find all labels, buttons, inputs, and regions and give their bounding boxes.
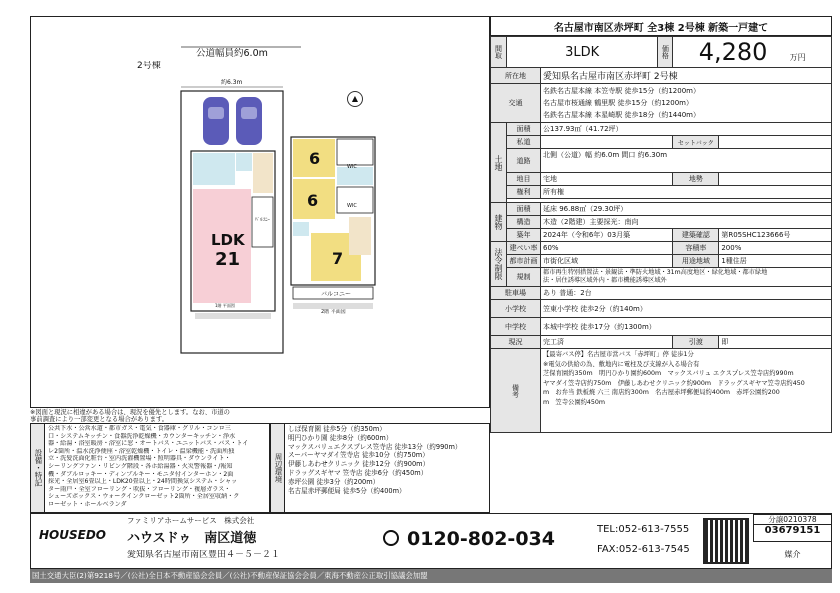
equipment-line: 機・ダブルロッキー・ディンプルキー・モニタ付インターホン・2面 (48, 470, 234, 478)
toll-free-number[interactable]: 0120-802-034 (407, 528, 555, 550)
remarks-value (541, 349, 832, 433)
seisei-label: 地勢 (673, 173, 719, 186)
access-line: 名鉄名古屋本線 本星崎駅 徒歩18分（約1440m） (543, 111, 700, 119)
location-value: 愛知県名古屋市南区赤坪町 2号棟 (541, 68, 832, 84)
handover-label: 引渡 (673, 336, 719, 349)
equipment-line: レ2箇所・温水洗浄便座・浴室乾燥機・トイレ・温梁機能・洗面所独 (48, 447, 235, 455)
equipment-line: 器・給湯・浴室暖房・浴室に窓・オートバス・ユニットバス・バス・トイ (48, 440, 249, 448)
surrounding-line: ドラッグスギヤマ 笠寺店 徒歩6分（約450m） (288, 468, 428, 477)
surroundings-text (288, 425, 488, 495)
remark-line: ※電気の供給の為、敷地内に電柱及び支線が入る場合有 (543, 360, 700, 368)
chimoku-value: 宅地 (541, 173, 673, 186)
equipment-line: シューズボックス・ウォークインクローゼット2箇所・全居室収納・ク (48, 493, 240, 501)
private-road-value (541, 136, 673, 149)
status-label: 現況 (491, 336, 541, 349)
status-value: 完工済 (541, 336, 673, 349)
price-label: 価格 (658, 37, 673, 68)
road-width-label: 公道幅員約6.0m (196, 48, 268, 59)
room-size-2: 6 (307, 191, 319, 210)
coverage-label: 建ぺい率 (507, 242, 541, 255)
notice-line: 事前調査により一部変更となる場合があります。 (30, 416, 169, 423)
notice (30, 409, 490, 423)
use-district-value: 1種住居 (719, 255, 832, 268)
equipment-box (30, 423, 270, 513)
company-footer (30, 513, 832, 569)
notice-line: ※図面と現況に相違がある場合は、現況を優先とします。なお、市道の (30, 409, 230, 416)
price-cell (673, 37, 832, 68)
volume-label: 容積率 (673, 242, 719, 255)
layout-value: 3LDK (507, 37, 658, 68)
ldk-size-label: 21 (215, 249, 241, 270)
floor-plan-drawing (31, 17, 491, 409)
volume-value: 200% (719, 242, 832, 255)
equipment-text (48, 425, 268, 509)
road-label: 道路 (507, 149, 541, 173)
parking-value: あり 普通：2台 (541, 287, 832, 300)
balcony-label: バルコニー (321, 291, 352, 298)
regulation-value (541, 268, 832, 287)
remark-line: m 笠寺公園約450m (543, 398, 606, 406)
equipment-line: 口・システムキッチン・食器洗浄乾燥機・カウンターキッチン・浄水 (48, 432, 236, 440)
confirm-label: 建築確認 (673, 229, 719, 242)
setback-label: セットバック (673, 136, 719, 149)
equipment-line: 採光・全居室6畳以上・LDK20畳以上・24時間換気システム・シャッ (48, 478, 238, 486)
chimoku-label: 地目 (507, 173, 541, 186)
license-bar (30, 569, 832, 583)
surroundings-box (270, 423, 490, 513)
code-box (753, 514, 832, 542)
structure-value: 木造（2階建）主要採光：南向 (541, 216, 832, 229)
company-brand: HOUSEDO (39, 528, 106, 542)
veranda-label: ﾊﾞﾙｺﾆｰ (255, 217, 271, 223)
access-line: 名鉄名古屋本線 本笠寺駅 徒歩15分（約1200m） (543, 87, 700, 95)
built-value: 2024年（令和6年）03月築 (541, 229, 673, 242)
room-size-1: 6 (309, 149, 321, 168)
surrounding-line: 伊藤しあわせクリニック 徒歩12分（約900m） (288, 460, 430, 469)
transaction-kind: 媒介 (784, 550, 801, 559)
phone-icon (383, 530, 399, 546)
tel-number[interactable]: TEL:052-613-7555 (597, 524, 690, 535)
fax-number: FAX:052-613-7545 (597, 544, 690, 555)
code-label: 分譲0210378 (754, 515, 831, 525)
equipment-line: 公共下水・公営水道・都市ガス・電気・食器庫・グリル・コンロ三 (48, 425, 231, 432)
building-category: 建物 (491, 203, 507, 242)
floor2-label: 2階 平面図 (321, 309, 346, 315)
frontage-label: 約6.3m (221, 79, 243, 86)
right-value: 所有権 (541, 186, 832, 199)
junior-value: 本城中学校 徒歩17分（約1300m） (541, 318, 832, 336)
road-value: 北側（公道）幅 約6.0m 間口 約6.30m (541, 149, 832, 173)
right-label: 権利 (507, 186, 541, 199)
private-road-label: 私道 (507, 136, 541, 149)
regulation-line: 法・居住誘導区域外内・都市機能誘導区域外 (543, 277, 667, 284)
remark-line: ヤマダイ笠寺店約750m 伊藤しあわせクリニック約900m ドラッグスギヤマ笠寺店約450 (543, 379, 805, 387)
spec-table (490, 36, 832, 433)
wic-label-1: WIC (347, 164, 357, 170)
surrounding-line: 赤坪公園 徒歩3分（約200m） (288, 477, 380, 486)
company-name: ハウスドゥ 南区道徳 (127, 531, 257, 546)
license-text: 国土交通大臣(2)第9218号／(公社)全日本不動産協会会員／(公社)不動産保証協会会員／東海不動産公正取引協議会加盟 (32, 571, 428, 580)
layout-label: 間取 (491, 37, 507, 68)
access-value (541, 84, 832, 123)
junior-label: 中学校 (491, 318, 541, 336)
remark-line: m お弁当 鉄板焼 六三 南店約300m 名古屋赤坪郵便局約400m 赤坪公園約200 (543, 389, 780, 396)
remarks-label: 備考 (491, 349, 541, 433)
law-category: 法令制限 (491, 242, 507, 287)
equipment-label: 設備・特記 (31, 424, 45, 512)
structure-label: 構造 (507, 216, 541, 229)
location-label: 所在地 (491, 68, 541, 84)
city-plan-value: 市街化区域 (541, 255, 673, 268)
regulation-line: 都市再生特別措置法・景観法・準防火地域・31m高度地区・緑化地域・都市緑地 (543, 269, 768, 276)
company-address: 愛知県名古屋市南区豊田４－５－２１ (127, 550, 281, 560)
building-area-label: 面積 (507, 203, 541, 216)
access-label: 交通 (491, 84, 541, 123)
equipment-line: 立・洗髪洗面化粧台・室内洗濯機置場・照明器具・ダウンライト・ (48, 455, 231, 463)
wic-label-2: WIC (347, 203, 357, 209)
elementary-label: 小学校 (491, 300, 541, 318)
remark-line: 【最寄バス停】名古屋市営バス「赤坪町」停 徒歩1分 (543, 351, 694, 358)
handover-value: 即 (719, 336, 832, 349)
surrounding-line: しば保育園 徒歩5分（約350m） (288, 425, 386, 433)
confirm-value: 第R05SHC123666号 (719, 229, 832, 242)
regulation-label: 規制 (507, 268, 541, 287)
coverage-value: 60% (541, 242, 673, 255)
equipment-line: ター雨戸・全室フローリング・吹抜・フローリング・複層ガラス・ (48, 485, 231, 493)
title-bar (490, 16, 832, 36)
code-value: 03679151 (764, 525, 821, 537)
surrounding-line: 明円ひかり園 徒歩8分（約600m） (288, 433, 393, 442)
city-plan-label: 都市計画 (507, 255, 541, 268)
land-category: 土地 (491, 123, 507, 203)
built-label: 築年 (507, 229, 541, 242)
parking-label: 駐車場 (491, 287, 541, 300)
seisei-value (719, 173, 832, 186)
qr-code-icon (703, 518, 749, 564)
surrounding-line: 名古屋赤坪郵便局 徒歩5分（約400m） (288, 486, 406, 495)
access-line: 名古屋市桜通線 鶴里駅 徒歩15分（約1200m） (543, 99, 693, 107)
lot-number-label: 2号棟 (137, 61, 161, 71)
ldk-label: LDK (211, 231, 245, 249)
equipment-line: シーリングファン・リビング階段・各ホ給湯器・火災警報器・/報知 (48, 463, 233, 471)
compass-icon: ▲ (347, 91, 363, 107)
building-area-value: 延床 96.88㎡（29.30坪） (541, 203, 832, 216)
land-area-value: 公137.93㎡（41.72坪） (541, 123, 832, 136)
price-unit: 万円 (789, 53, 806, 62)
elementary-value: 笠東小学校 徒歩2分（約140m） (541, 300, 832, 318)
use-district-label: 用途地域 (673, 255, 719, 268)
company-sub: ファミリアホームサービス 株式会社 (127, 516, 255, 525)
equipment-line: ローゼット・ホールベランダ (48, 501, 127, 509)
setback-value (719, 136, 832, 149)
surrounding-line: スーパーヤマダイ笠寺店 徒歩10分（約750m） (288, 451, 429, 460)
room-size-3: 7 (332, 249, 344, 268)
price-amount: 4,280 (698, 38, 768, 66)
remark-line: 芝保育園約350m 明円ひかり園約600m マックスバリュ エクスプレス笠寺店約990m (543, 370, 794, 377)
surroundings-label: 周辺環境 (271, 424, 285, 512)
land-area-label: 面積 (507, 123, 541, 136)
floor1-label: 1階 平面図 (215, 303, 235, 308)
page-title: 名古屋市南区赤坪町 全3棟 2号棟 新築一戸建て (553, 22, 769, 34)
surrounding-line: マックスバリュエクスプレス笠寺店 徒歩13分（約990m） (288, 442, 462, 451)
floor-plan-area (30, 16, 490, 408)
